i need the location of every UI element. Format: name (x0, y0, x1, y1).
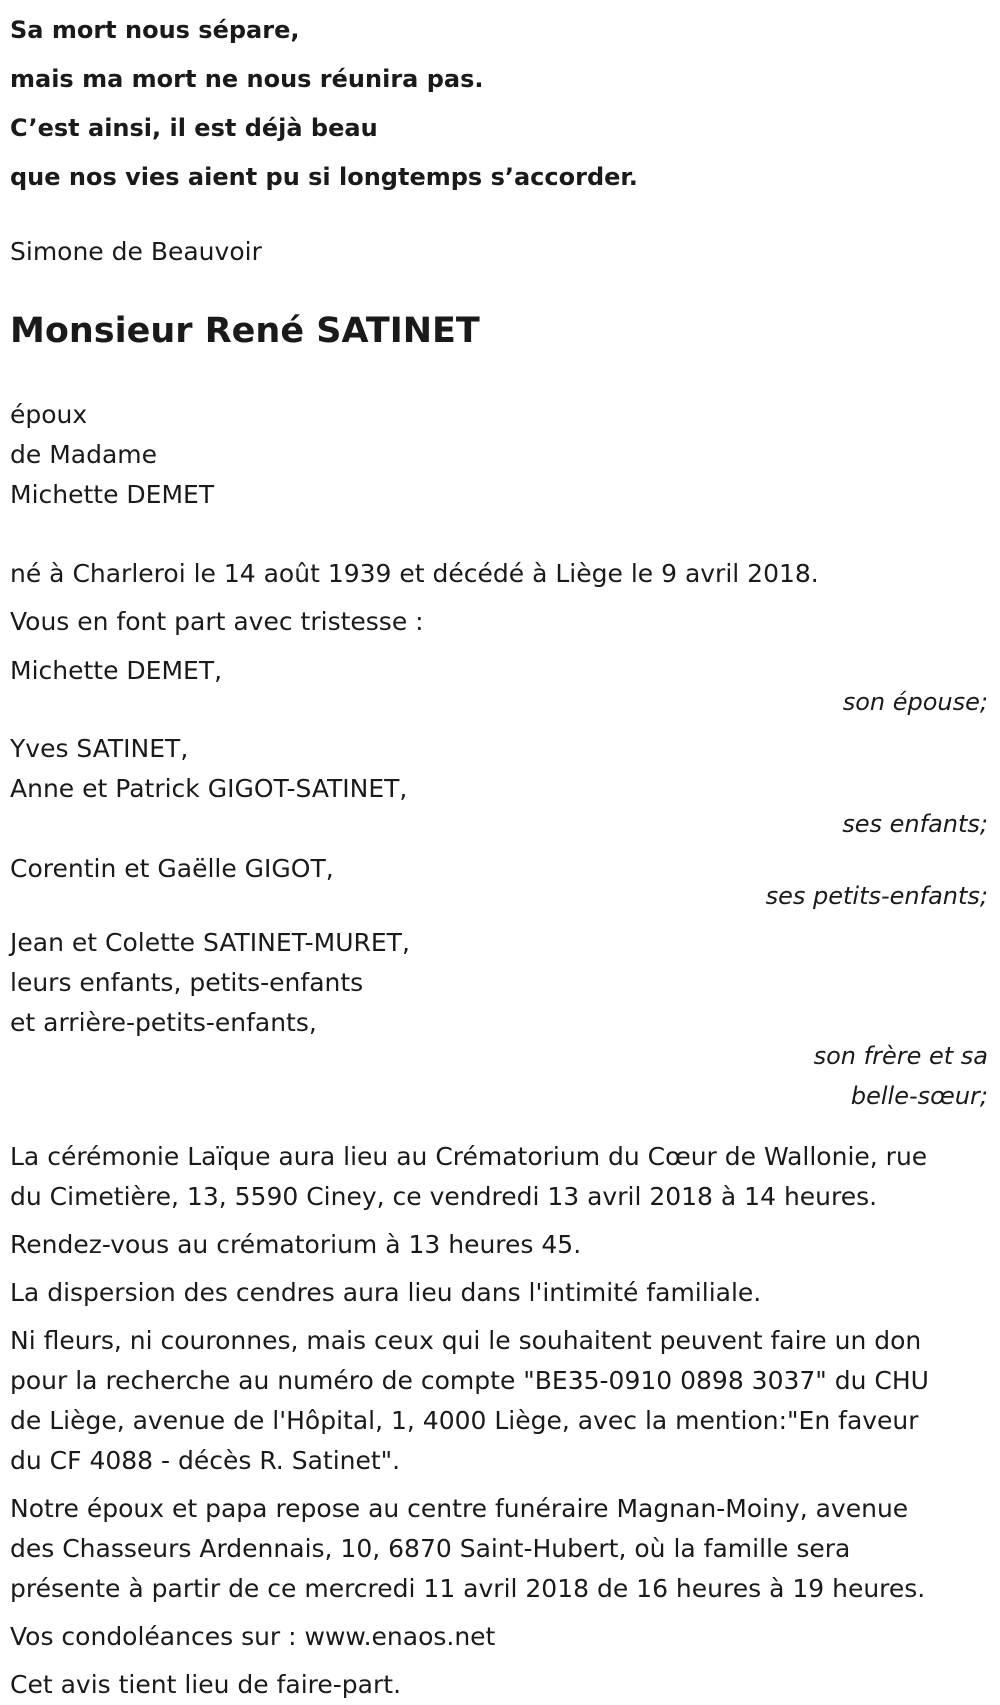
family-relation-line: son frère et sa (813, 1042, 988, 1070)
family-relation: ses enfants; (842, 810, 988, 838)
spouse-line: Michette DEMET (10, 480, 215, 509)
donation-paragraph: Ni fleurs, ni couronnes, mais ceux qui le souhaitent peuvent faire un don pour la recherche au numéro de compte "BE35-0910 0898 3037" du CHU de Liège, avenue de l'Hôpital, 1, 4000 Liège, avec la mention:"En faveur du CF 4088 - décès R. Satinet". (10, 1326, 929, 1475)
family-member: et arrière-petits-enfants, (10, 1008, 317, 1037)
spouse-line: époux (10, 400, 88, 429)
dispersion-paragraph: La dispersion des cendres aura lieu dans l'intimité familiale. (10, 1278, 762, 1307)
family-member: Anne et Patrick GIGOT-SATINET, (10, 774, 408, 803)
poem-block (10, 6, 988, 202)
obituary-notice (10, 0, 988, 1705)
notice-paragraph: Cet avis tient lieu de faire-part. (10, 1670, 402, 1699)
condolences-paragraph: Vos condoléances sur : www.enaos.net (10, 1622, 496, 1651)
family-member: Michette DEMET, (10, 656, 223, 685)
poem-line: C’est ainsi, il est déjà beau (10, 114, 378, 142)
family-group-children (10, 729, 988, 841)
spouse-line: de Madame (10, 440, 158, 469)
deceased-name: Monsieur René SATINET (10, 311, 480, 351)
ceremony-paragraph: La cérémonie Laïque aura lieu au Crématorium du Cœur de Wallonie, rue du Cimetière, 13, 5590 Ciney, ce vendredi 13 avril 2018 à 14 heures. (10, 1142, 928, 1211)
family-relation: son épouse; (842, 688, 988, 716)
announcement-line: Vous en font part avec tristesse : (10, 607, 424, 636)
family-relation (748, 1036, 988, 1116)
family-group-sibling (10, 923, 988, 1110)
family-member: Jean et Colette SATINET-MURET, (10, 928, 410, 957)
family-relation: ses petits-enfants; (765, 882, 988, 910)
family-group-grandchildren (10, 849, 988, 913)
family-relation-line: belle-sœur; (850, 1082, 988, 1110)
poem-line: mais ma mort ne nous réunira pas. (10, 65, 484, 93)
family-member: Corentin et Gaëlle GIGOT, (10, 854, 334, 883)
poem-line: que nos vies aient pu si longtemps s’accorder. (10, 163, 638, 191)
rest-paragraph: Notre époux et papa repose au centre funéraire Magnan-Moiny, avenue des Chasseurs Ardennais, 10, 6870 Saint-Hubert, où la famille sera présente à partir de ce mercredi 11 avril 2018 de 16 heures à 19 heures. (10, 1494, 926, 1603)
family-member: leurs enfants, petits-enfants (10, 968, 364, 997)
family-member: Yves SATINET, (10, 734, 189, 763)
family-group-spouse (10, 651, 988, 719)
poem-line: Sa mort nous sépare, (10, 16, 300, 44)
poem-author: Simone de Beauvoir (10, 237, 262, 266)
birth-death-line: né à Charleroi le 14 août 1939 et décédé à Liège le 9 avril 2018. (10, 559, 819, 588)
spouse-block (10, 395, 988, 515)
rendezvous-paragraph: Rendez-vous au crématorium à 13 heures 45. (10, 1230, 582, 1259)
